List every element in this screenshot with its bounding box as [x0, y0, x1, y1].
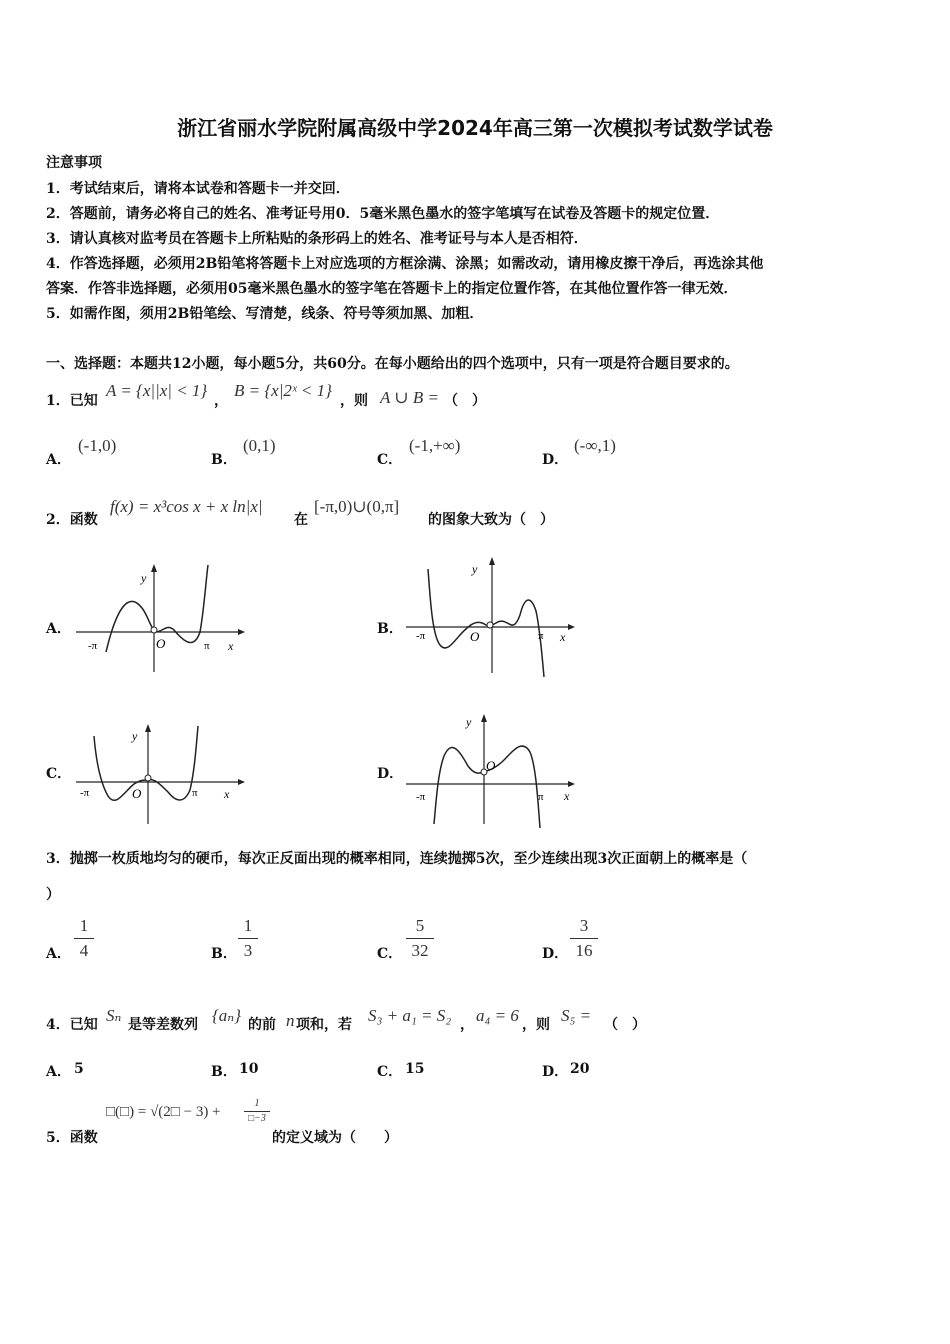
q4-ask: S₅ =	[561, 1006, 592, 1025]
denominator: 32	[411, 941, 429, 960]
notice-item: 5．如需作图，须用2B铅笔绘、写清楚，线条、符号等须加黑、加粗．	[46, 306, 484, 322]
section-heading: 一、选择题：本题共12小题，每小题5分，共60分。在每小题给出的四个选项中，只有一项是符合题目要求的。	[46, 356, 739, 372]
q3-option-b-label[interactable]: B．	[211, 946, 237, 962]
pi-label: π	[538, 791, 544, 803]
q4-condition-1: S₃ + a₁ = S₂	[368, 1006, 452, 1025]
q3-option-d-fraction	[570, 916, 598, 961]
numerator: 1	[79, 916, 89, 935]
q3-option-c-label[interactable]: C．	[377, 946, 403, 962]
q2-option-d-label[interactable]: D．	[377, 766, 404, 782]
notice-item: 1．考试结束后，请将本试卷和答题卡一并交回．	[46, 181, 350, 197]
q1-then: ，则	[340, 393, 368, 409]
q1-comma: ，	[214, 393, 228, 409]
axis-x-label: x	[224, 787, 230, 801]
axis-y-label: y	[466, 715, 472, 729]
origin-label: O	[156, 636, 166, 651]
numerator: 5	[415, 916, 425, 935]
axis-y-label: y	[132, 729, 138, 743]
neg-pi-label: -π	[88, 640, 98, 652]
q1-set-b: B = {x|2ˣ < 1}	[234, 381, 332, 400]
x-axis-arrow-icon	[568, 781, 575, 787]
y-axis-arrow-icon	[145, 724, 151, 732]
q2-option-c-label[interactable]: C．	[46, 766, 72, 782]
graph-d	[400, 712, 580, 830]
q3-option-a-fraction	[74, 916, 94, 961]
q4-prefix: 4．已知	[46, 1017, 98, 1033]
q2-option-b-label[interactable]: B．	[377, 621, 403, 637]
q4-sn: Sₙ	[106, 1006, 122, 1025]
q3-text: 3．抛掷一枚质地均匀的硬币，每次正反面出现的概率相同，连续抛掷5次，至少连续出现3次正面朝上的概率是（	[46, 851, 748, 867]
neg-pi-label: -π	[416, 791, 426, 803]
neg-pi-label: -π	[416, 630, 426, 642]
q1-option-a-value: (-1,0)	[78, 436, 117, 455]
q3-option-b-fraction	[238, 916, 258, 961]
q4-mid3: 项和，若	[296, 1017, 352, 1033]
denominator: 4	[79, 941, 89, 960]
q3-option-c-fraction	[406, 916, 434, 961]
notice-heading: 注意事项	[46, 155, 102, 171]
function-curve	[428, 569, 544, 677]
q4-option-a-value: 5	[74, 1061, 84, 1077]
q2-on: 在	[294, 512, 308, 528]
x-axis-arrow-icon	[568, 624, 575, 630]
q4-then: ，则	[522, 1017, 550, 1033]
pi-label: π	[192, 787, 198, 799]
q1-prefix: 1．已知	[46, 393, 98, 409]
axis-x-label: x	[564, 789, 570, 803]
q2-suffix: 的图象大致为（ ）	[428, 512, 554, 528]
q4-option-b-label[interactable]: B．	[211, 1064, 237, 1080]
q4-mid2: 的前	[248, 1017, 276, 1033]
q1-option-b-label[interactable]: B．	[211, 452, 237, 468]
q1-option-d-label[interactable]: D．	[542, 452, 569, 468]
q5-suffix: 的定义域为（ ）	[272, 1130, 398, 1146]
origin-label: O	[470, 629, 480, 644]
q2-prefix: 2．函数	[46, 512, 98, 528]
notice-item: 3．请认真核对监考员在答题卡上所粘贴的条形码上的姓名、准考证号与本人是否相符．	[46, 231, 588, 247]
graph-b	[400, 555, 580, 678]
q4-n: n	[286, 1011, 295, 1030]
axis-y-label: y	[141, 571, 147, 585]
q3-option-a-label[interactable]: A．	[46, 946, 71, 962]
q4-option-c-value: 15	[405, 1061, 425, 1077]
axis-y-label: y	[472, 562, 478, 576]
function-curve	[94, 726, 198, 800]
notice-item: 4．作答选择题，必须用2B铅笔将答题卡上对应选项的方框涂满、涂黑；如需改动，请用橡皮擦干净后，再选涂其他	[46, 256, 764, 272]
q5-prefix: 5．函数	[46, 1130, 98, 1146]
y-axis-arrow-icon	[151, 564, 157, 572]
denominator: 3	[243, 941, 253, 960]
hole-marker	[145, 775, 151, 781]
q1-option-b-value: (0,1)	[243, 436, 276, 455]
page-title: 浙江省丽水学院附属高级中学2024年高三第一次模拟考试数学试卷	[177, 116, 773, 140]
graph-a	[70, 560, 250, 678]
q1-set-a: A = {x||x| < 1}	[106, 381, 208, 400]
denominator: 16	[575, 941, 593, 960]
notice-item: 2．答题前，请务必将自己的姓名、准考证号用0．5毫米黑色墨水的签字笔填写在试卷及答题卡的规定位置．	[46, 206, 720, 222]
q3-close: ）	[46, 887, 60, 903]
q4-option-c-label[interactable]: C．	[377, 1064, 403, 1080]
q1-expr: A ∪ B =	[380, 388, 439, 407]
y-axis-arrow-icon	[481, 714, 487, 722]
q1-option-a-label[interactable]: A．	[46, 452, 71, 468]
q4-mid1: 是等差数列	[128, 1017, 198, 1033]
numerator: 3	[579, 916, 589, 935]
axis-x-label: x	[228, 639, 234, 653]
pi-label: π	[204, 640, 210, 652]
q1-paren: （ ）	[444, 393, 486, 409]
q4-option-b-value: 10	[239, 1061, 259, 1077]
q5-fraction	[244, 1098, 270, 1125]
numerator: 1	[254, 1098, 260, 1109]
q1-option-c-value: (-1,+∞)	[409, 436, 461, 455]
q3-option-d-label[interactable]: D．	[542, 946, 569, 962]
q4-condition-2: a₄ = 6	[476, 1006, 519, 1025]
notice-item: 答案．作答非选择题，必须用05毫米黑色墨水的签字笔在答题卡上的指定位置作答，在其他位置作答一律无效．	[46, 281, 738, 297]
q4-an: {aₙ}	[212, 1006, 241, 1025]
denominator: □−3	[248, 1113, 266, 1124]
q4-paren: （ ）	[604, 1017, 646, 1033]
neg-pi-label: -π	[80, 787, 90, 799]
q1-option-d-value: (-∞,1)	[574, 436, 616, 455]
q4-option-d-label[interactable]: D．	[542, 1064, 569, 1080]
hole-marker	[151, 627, 157, 633]
origin-label: O	[486, 758, 496, 773]
origin-label: O	[132, 786, 142, 801]
x-axis-arrow-icon	[238, 779, 245, 785]
q2-domain: [-π,0)∪(0,π]	[314, 497, 400, 516]
q1-option-c-label[interactable]: C．	[377, 452, 403, 468]
x-axis-arrow-icon	[238, 629, 245, 635]
y-axis-arrow-icon	[489, 557, 495, 565]
q5-function: □(□) = √(2□ − 3) +	[106, 1104, 221, 1120]
axis-x-label: x	[560, 630, 566, 644]
numerator: 1	[243, 916, 253, 935]
q4-option-d-value: 20	[570, 1061, 590, 1077]
q2-function: f(x) = x³cos x + x ln|x|	[110, 497, 263, 516]
hole-marker	[487, 622, 493, 628]
graph-c	[70, 720, 250, 828]
q4-option-a-label[interactable]: A．	[46, 1064, 71, 1080]
q4-comma: ，	[460, 1017, 474, 1033]
q2-option-a-label[interactable]: A．	[46, 621, 71, 637]
pi-label: π	[538, 630, 544, 642]
